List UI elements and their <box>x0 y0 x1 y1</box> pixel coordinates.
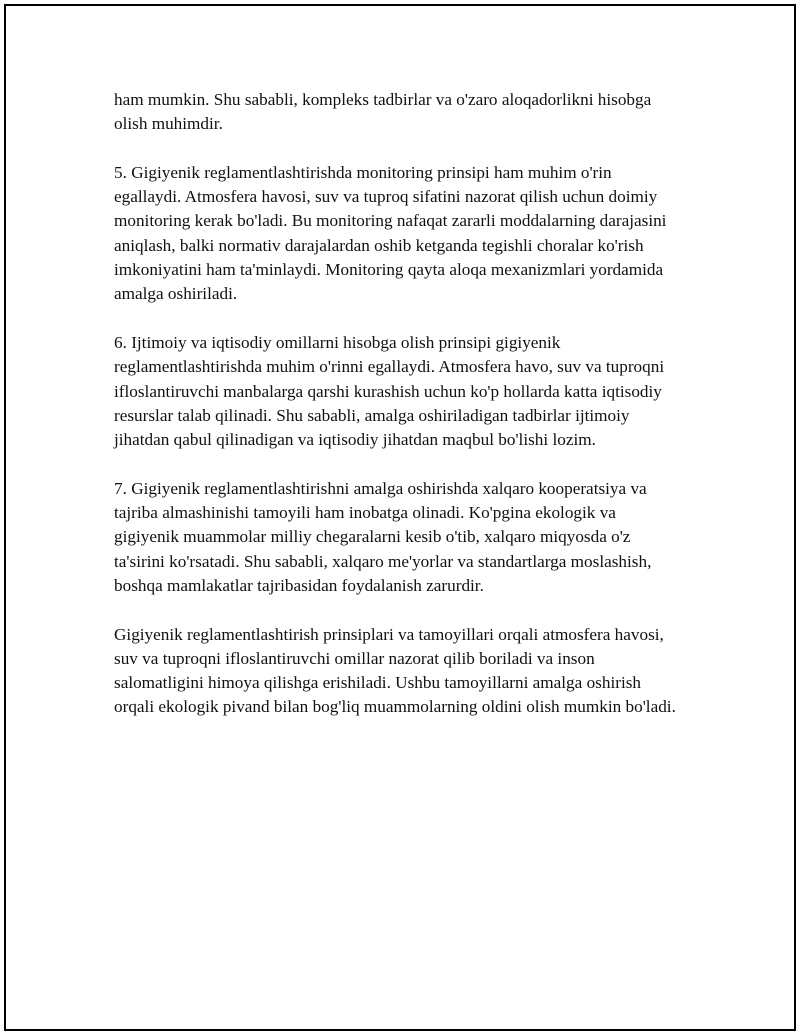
document-body <box>114 88 679 720</box>
paragraph-international-cooperation: 7. Gigiyenik reglamentlashtirishni amalga oshirishda xalqaro kooperatsiya va tajriba almashinishi tamoyili ham inobatga olinadi. Ko'pgina ekologik va gigiyenik muammolar milliy chegaralarni kesib o'tib, xalqaro miqyosda o'z ta'sirini ko'rsatadi. Shu sababli, xalqaro me'yorlar va standartlarga moslashish, boshqa mamlakatlar tajribasidan foydalanish zarurdir. <box>114 478 652 595</box>
paragraph-continuation: ham mumkin. Shu sababli, kompleks tadbirlar va o'zaro aloqadorlikni hisobga olish muhimdir. <box>114 90 652 134</box>
paragraph-socioeconomic-principle: 6. Ijtimoiy va iqtisodiy omillarni hisobga olish prinsipi gigiyenik reglamentlashtirishda muhim o'rinni egallaydi. Atmosfera havo, suv va tuproqni ifloslantiruvchi manbalarga qarshi kurashish uchun ko'p hollarda katta iqtisodiy resurslar talab qilinadi. Shu sababli, amalga oshiriladigan tadbirlar ijtimoiy jihatdan qabul qilinadigan va iqtisodiy jihatdan maqbul bo'lishi lozim. <box>114 332 665 450</box>
paragraph-conclusion: Gigiyenik reglamentlashtirish prinsiplari va tamoyillari orqali atmosfera havosi, suv va tuproqni ifloslantiruvchi omillar nazorat qilib boriladi va inson salomatligini himoya qilishga erishiladi. Ushbu tamoyillarni amalga oshirish orqali ekologik pivand bilan bog'liq muammolarning oldini olish mumkin bo'ladi. <box>114 624 676 717</box>
paragraph-monitoring-principle: 5. Gigiyenik reglamentlashtirishda monitoring prinsipi ham muhim o'rin egallaydi. Atmosfera havosi, suv va tuproq sifatini nazorat qilish uchun doimiy monitoring kerak bo'ladi. Bu monitoring nafaqat zararli moddalarning darajasini aniqlash, balki normativ darajalardan oshib ketganda tegishli choralar ko'rish imkoniyatini ham ta'minlaydi. Monitoring qayta aloqa mexanizmlari yordamida amalga oshiriladi. <box>114 162 667 304</box>
